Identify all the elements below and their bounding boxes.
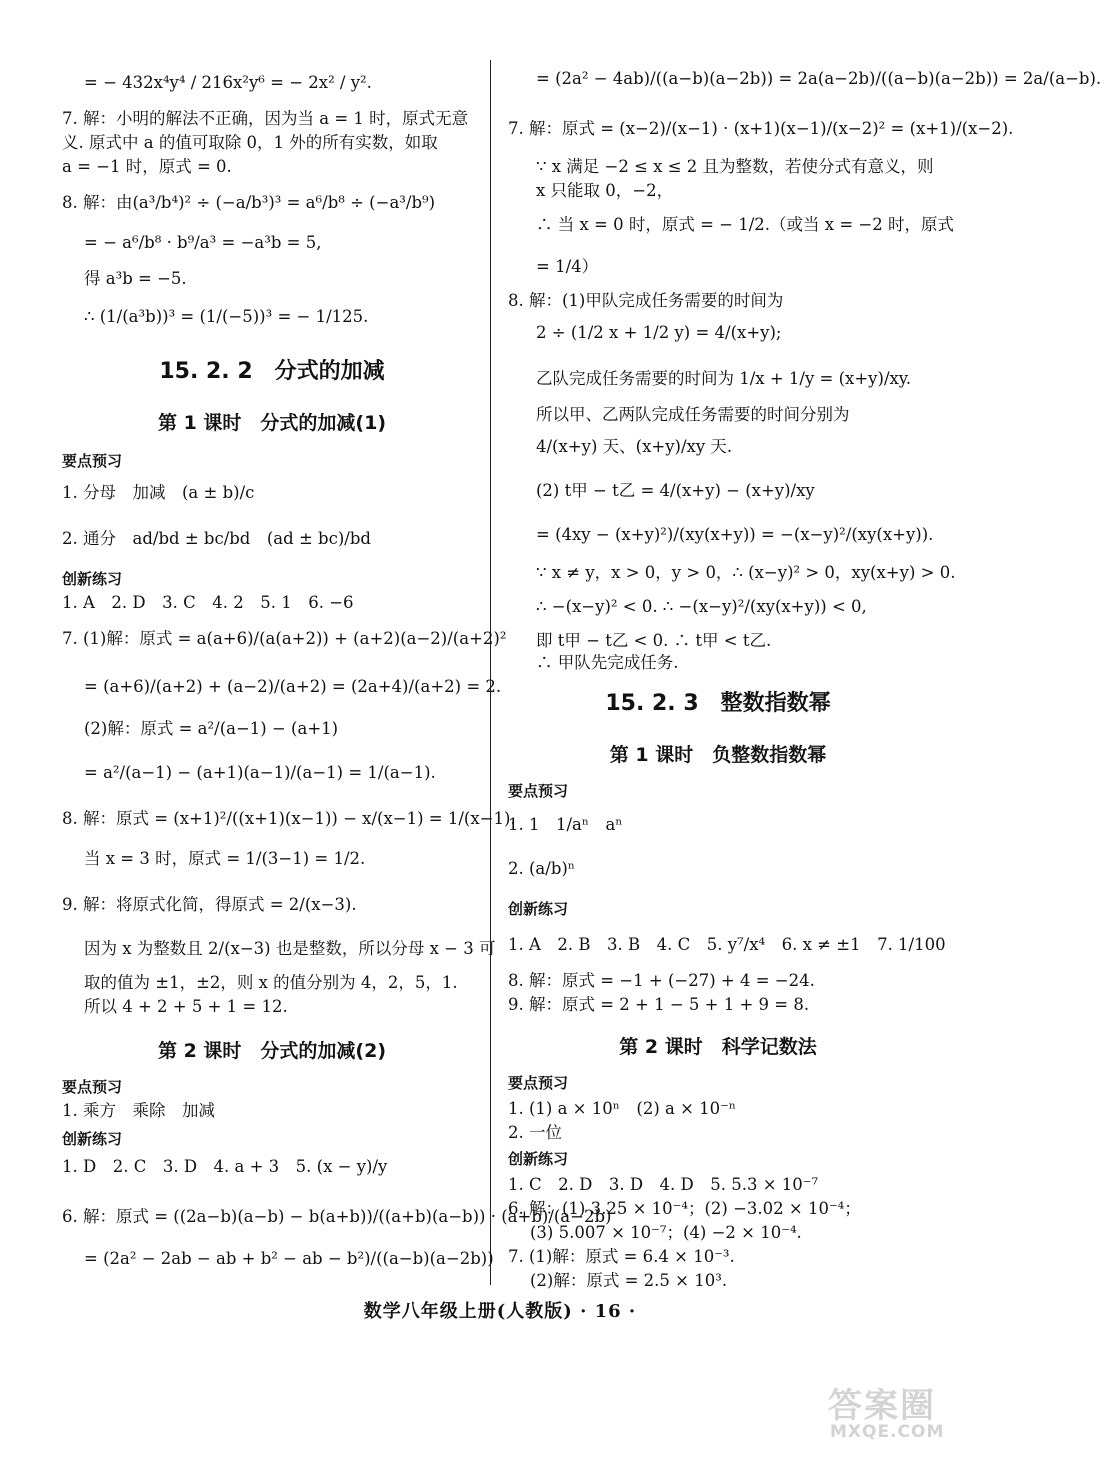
text-line: = (2a² − 2ab − ab + b² − ab − b²)/((a−b)(a−2b)) [84, 1249, 494, 1268]
text-line: 1. C 2. D 3. D 4. D 5. 5.3 × 10⁻⁷ [508, 1175, 819, 1194]
text-line: 9. 解：将原式化简，得原式 = 2/(x−3). [62, 895, 357, 914]
text-line: 4/(x+y) 天、(x+y)/xy 天. [536, 437, 733, 456]
subheading: 要点预习 [62, 452, 123, 470]
watermark-text: 答案圈 [828, 1386, 936, 1426]
text-line: 1. 分母 加减 (a ± b)/c [62, 483, 255, 502]
text-line: 1. A 2. B 3. B 4. C 5. y⁷/x⁴ 6. x ≠ ±1 7. 1/100 [508, 935, 946, 954]
text-line: 8. 解：由(a³/b⁴)² ÷ (−a/b³)³ = a⁶/b⁸ ÷ (−a³/b⁹) [62, 193, 436, 212]
subheading: 要点预习 [508, 1074, 569, 1092]
text-line: 所以甲、乙两队完成任务需要的时间分别为 [536, 405, 850, 424]
column-divider [490, 60, 491, 1285]
text-line: 当 x = 3 时，原式 = 1/(3−1) = 1/2. [84, 849, 366, 868]
text-line: 义. 原式中 a 的值可取除 0，1 外的所有实数，如取 [62, 133, 438, 152]
text-line: x 只能取 0，−2， [536, 181, 674, 200]
text-line: ∴ (1/(a³b))³ = (1/(−5))³ = − 1/125. [84, 307, 369, 326]
subheading: 要点预习 [62, 1078, 123, 1096]
text-line: = a²/(a−1) − (a+1)(a−1)/(a−1) = 1/(a−1). [84, 763, 436, 782]
subheading: 创新练习 [508, 1150, 569, 1168]
text-line: 2 ÷ (1/2 x + 1/2 y) = 4/(x+y); [536, 323, 782, 342]
text-line: 2. (a/b)ⁿ [508, 859, 575, 878]
text-line: 6. 解：原式 = ((2a−b)(a−b) − b(a+b))/((a+b)(a−b)) · (a+b)/(a−2b) [62, 1207, 612, 1226]
text-line: (2) t甲 − t乙 = 4/(x+y) − (x+y)/xy [536, 481, 815, 500]
page-footer: 数学八年级上册(人教版) · 16 · [363, 1301, 637, 1322]
text-line: 即 t甲 − t乙 < 0. ∴ t甲 < t乙. [536, 631, 772, 650]
text-line: 8. 解：原式 = −1 + (−27) + 4 = −24. [508, 971, 815, 990]
text-line: ∴ 当 x = 0 时，原式 = − 1/2.（或当 x = −2 时，原式 [536, 215, 954, 234]
text-line: 取的值为 ±1，±2，则 x 的值分别为 4，2，5，1. [84, 973, 458, 992]
text-line: ∵ x 满足 −2 ≤ x ≤ 2 且为整数，若使分式有意义，则 [536, 157, 934, 176]
text-line: ∴ 甲队先完成任务. [536, 653, 679, 672]
text-line: 所以 4 + 2 + 5 + 1 = 12. [84, 997, 288, 1016]
text-line: 1. D 2. C 3. D 4. a + 3 5. (x − y)/y [62, 1157, 388, 1176]
section-title: 15. 2. 3 整数指数幂 [605, 691, 831, 716]
text-line: (3) 5.007 × 10⁻⁷；(4) −2 × 10⁻⁴. [530, 1223, 802, 1242]
text-line: 1. A 2. D 3. C 4. 2 5. 1 6. −6 [62, 593, 354, 612]
text-line: 9. 解：原式 = 2 + 1 − 5 + 1 + 9 = 8. [508, 995, 810, 1014]
text-line: 6. 解：(1) 3.25 × 10⁻⁴；(2) −3.02 × 10⁻⁴； [508, 1199, 861, 1218]
text-line: 2. 一位 [508, 1123, 562, 1142]
lesson-title: 第 1 课时 分式的加减(1) [157, 412, 387, 434]
text-line: 1. 乘方 乘除 加减 [62, 1101, 215, 1120]
text-line: 7. 解：原式 = (x−2)/(x−1) · (x+1)(x−1)/(x−2)² = (x+1)/(x−2). [508, 119, 1014, 138]
subheading: 创新练习 [508, 900, 569, 918]
text-line: = (2a² − 4ab)/((a−b)(a−2b)) = 2a(a−2b)/((a−b)(a−2b)) = 2a/(a−b). [536, 69, 1101, 88]
subheading: 要点预习 [508, 782, 569, 800]
text-line: 7. (1)解：原式 = 6.4 × 10⁻³. [508, 1247, 735, 1266]
subheading: 创新练习 [62, 570, 123, 588]
text-line: 得 a³b = −5. [84, 269, 187, 288]
section-title: 15. 2. 2 分式的加减 [159, 359, 385, 384]
text-line: 1. (1) a × 10ⁿ (2) a × 10⁻ⁿ [508, 1099, 737, 1118]
watermark-logo [820, 1378, 990, 1450]
text-line: = 1/4） [536, 257, 599, 276]
text-line: = (4xy − (x+y)²)/(xy(x+y)) = −(x−y)²/(xy(x+y)). [536, 525, 934, 544]
lesson-title: 第 2 课时 分式的加减(2) [157, 1040, 387, 1062]
text-line: ∴ −(x−y)² < 0. ∴ −(x−y)²/(xy(x+y)) < 0, [536, 597, 867, 616]
text-line: 7. (1)解：原式 = a(a+6)/(a(a+2)) + (a+2)(a−2)/(a+2)² [62, 629, 507, 648]
text-line: 1. 1 1/aⁿ aⁿ [508, 815, 623, 834]
text-line: = (a+6)/(a+2) + (a−2)/(a+2) = (2a+4)/(a+2) = 2. [84, 677, 502, 696]
text-line: = − 432x⁴y⁴ / 216x²y⁶ = − 2x² / y². [84, 73, 372, 92]
text-line: a = −1 时，原式 = 0. [62, 157, 232, 176]
text-line: 8. 解：原式 = (x+1)²/((x+1)(x−1)) − x/(x−1) = 1/(x−1). [62, 809, 516, 828]
watermark-url: MXQE.COM [830, 1422, 945, 1442]
text-line: 乙队完成任务需要的时间为 1/x + 1/y = (x+y)/xy. [536, 369, 912, 388]
lesson-title: 第 1 课时 负整数指数幂 [609, 744, 827, 766]
text-line: (2)解：原式 = a²/(a−1) − (a+1) [84, 719, 339, 738]
text-line: 7. 解：小明的解法不正确，因为当 a = 1 时，原式无意 [62, 109, 469, 128]
subheading: 创新练习 [62, 1130, 123, 1148]
text-line: 8. 解：(1)甲队完成任务需要的时间为 [508, 291, 784, 310]
lesson-title: 第 2 课时 科学记数法 [619, 1036, 817, 1058]
text-line: ∵ x ≠ y，x > 0，y > 0，∴ (x−y)² > 0，xy(x+y) > 0. [536, 563, 956, 582]
text-line: 因为 x 为整数且 2/(x−3) 也是整数，所以分母 x − 3 可 [84, 939, 496, 958]
text-line: = − a⁶/b⁸ · b⁹/a³ = −a³b = 5, [84, 233, 322, 252]
text-line: 2. 通分 ad/bd ± bc/bd (ad ± bc)/bd [62, 529, 371, 548]
text-line: (2)解：原式 = 2.5 × 10³. [530, 1271, 728, 1290]
